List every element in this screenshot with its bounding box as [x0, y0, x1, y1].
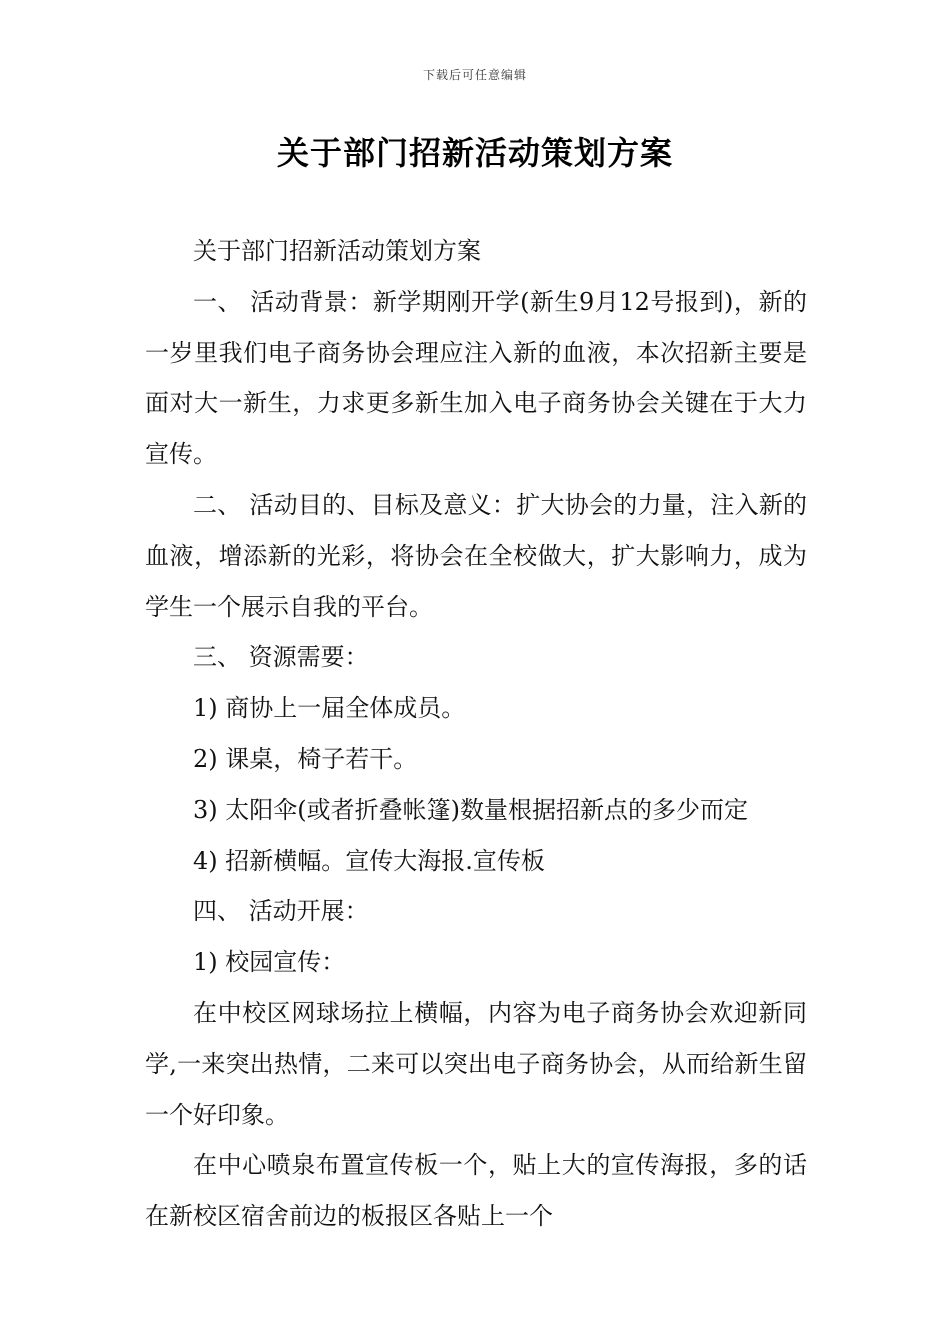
header-note: 下载后可任意编辑 — [422, 68, 527, 82]
paragraph-banner: 在中校区网球场拉上横幅，内容为电子商务协会欢迎新同学,一来突出热情，二来可以突出电子商务协会，从而给新生留一个好印象。 — [145, 998, 807, 1129]
document-title: 关于部门招新活动策划方案 — [276, 134, 673, 172]
paragraph-fountain-board: 在中心喷泉布置宣传板一个，贴上大的宣传海报，多的话在新校区宿舍前边的板报区各贴上一个 — [145, 1151, 807, 1231]
paragraph-activities-heading: 四、 活动开展： — [193, 897, 369, 926]
list-item-campus-promotion: 1) 校园宣传： — [193, 948, 346, 977]
list-item-resource-4: 4) 招新横幅。宣传大海报.宣传板 — [193, 846, 545, 875]
list-item-resource-1: 1) 商协上一届全体成员。 — [193, 694, 466, 723]
list-item-resource-2: 2) 课桌，椅子若干。 — [193, 744, 418, 773]
list-item-resource-3: 3) 太阳伞(或者折叠帐篷)数量根据招新点的多少而定 — [193, 795, 748, 824]
paragraph-resources-heading: 三、 资源需要： — [193, 643, 369, 672]
paragraph-background: 一、 活动背景：新学期刚开学(新生9月12号报到)，新的一岁里我们电子商务协会理应注入新的血液，本次招新主要是面对大一新生，力求更多新生加入电子商务协会关键在于大力宣传。 — [145, 287, 807, 469]
paragraph-purpose: 二、 活动目的、目标及意义：扩大协会的力量，注入新的血液，增添新的光彩，将协会在全校做大，扩大影响力，成为学生一个展示自我的平台。 — [145, 490, 807, 621]
document-body — [145, 226, 807, 1242]
paragraph-subtitle: 关于部门招新活动策划方案 — [193, 237, 481, 265]
